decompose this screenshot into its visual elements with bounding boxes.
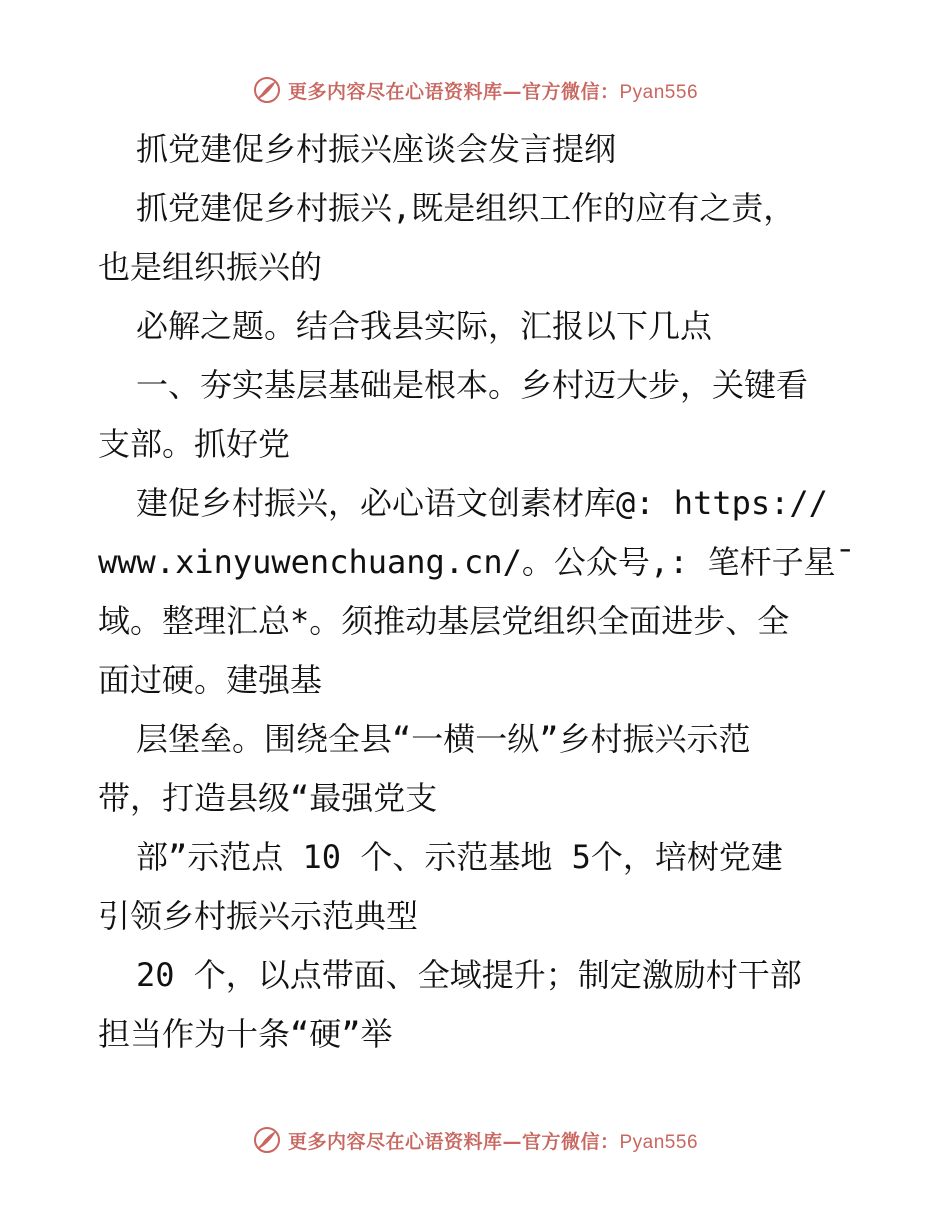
text-line: 层堡垒。围绕全县“一横一纵”乡村振兴示范 <box>136 720 751 758</box>
text-line: 支部。抓好党 <box>98 425 291 463</box>
text-line: 建促乡村振兴，必心语文创素材库@: https:// <box>136 484 828 522</box>
document-title: 抓党建促乡村振兴座谈会发言提纲 <box>136 130 617 168</box>
watermark-text: 更多内容尽在心语资料库—官方微信：Pyan556 <box>287 1130 699 1153</box>
text-line: 部”示范点 10 个、示范基地 5个，培树党建 <box>136 838 783 876</box>
feather-pen-logo-icon <box>252 1125 282 1155</box>
watermark-wechat-id: Pyan556 <box>619 81 699 103</box>
feather-pen-logo-icon <box>252 75 282 105</box>
text-line: 面过硬。建强基 <box>98 661 323 699</box>
document-body <box>98 120 858 1064</box>
text-line: 抓党建促乡村振兴,既是组织工作的应有之责， <box>136 189 796 227</box>
footer-watermark <box>0 1120 950 1160</box>
text-line: 担当作为十条“硬”举 <box>98 1015 393 1053</box>
watermark-text: 更多内容尽在心语资料库—官方微信：Pyan556 <box>287 80 699 103</box>
text-line: www.xinyuwenchuang.cn/。公众号,: 笔杆子星¯ <box>98 543 855 581</box>
text-line: 也是组织振兴的 <box>98 248 323 286</box>
text-line: 带，打造县级“最强党支 <box>98 779 438 817</box>
text-line: 20 个，以点带面、全域提升；制定激励村干部 <box>136 956 802 994</box>
header-watermark <box>0 70 950 110</box>
text-line: 引领乡村振兴示范典型 <box>98 897 419 935</box>
watermark-wechat-id: Pyan556 <box>619 1131 699 1153</box>
text-line: 一、夯实基层基础是根本。乡村迈大步，关键看 <box>136 366 809 404</box>
text-line: 必解之题。结合我县实际，汇报以下几点 <box>136 307 713 345</box>
text-line: 域。整理汇总*。须推动基层党组织全面进步、全 <box>98 602 790 640</box>
